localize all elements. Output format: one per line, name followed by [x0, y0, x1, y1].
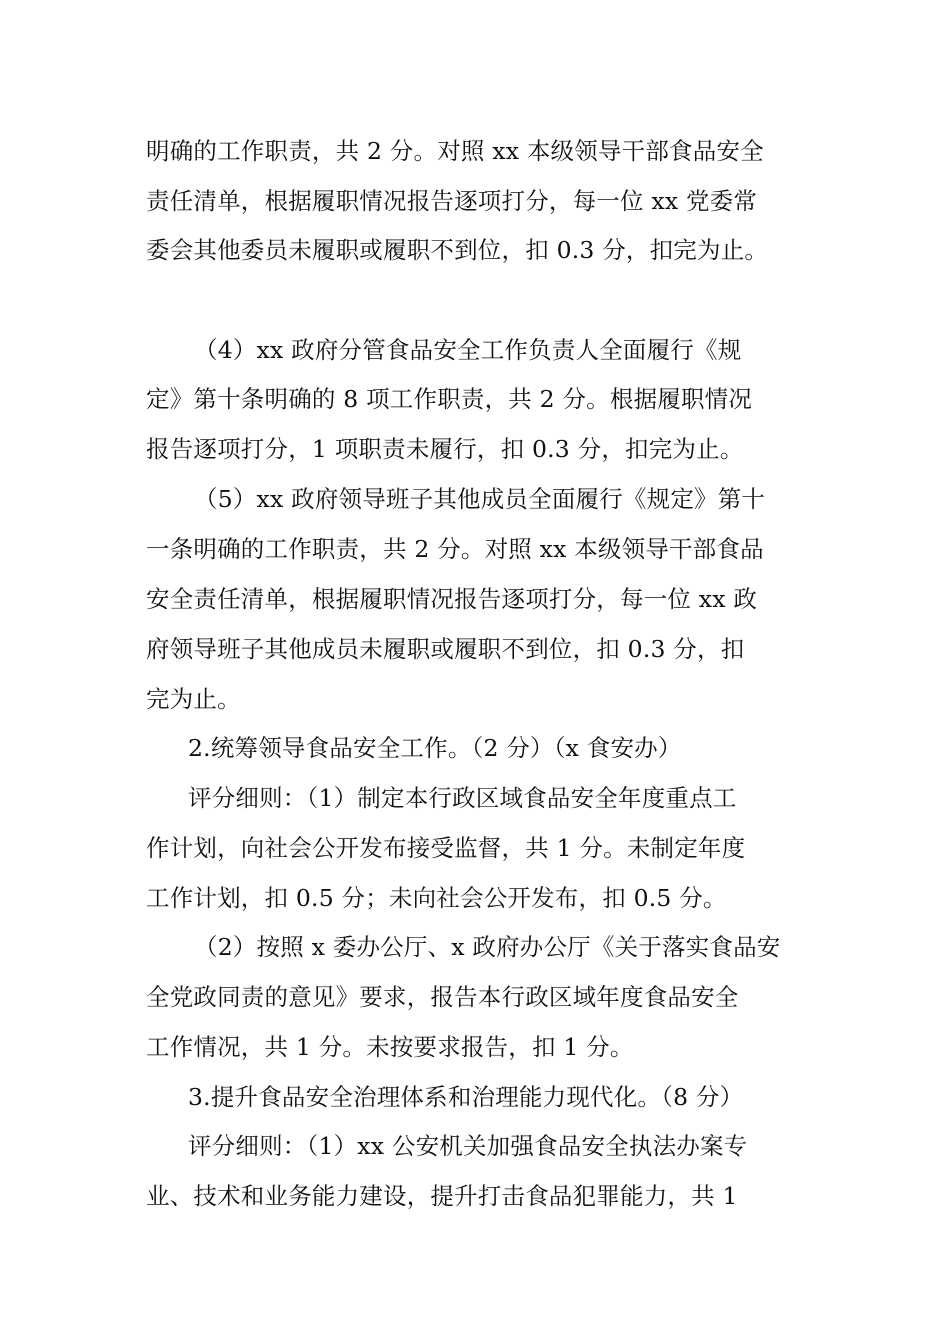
text-line-5: 定》第十条明确的 8 项工作职责，共 2 分。根据履职情况	[146, 385, 753, 413]
text-line-1: 明确的工作职责，共 2 分。对照 xx 本级领导干部食品安全	[146, 137, 764, 165]
text-line-18: 工作情况，共 1 分。未按要求报告，扣 1 分。	[146, 1033, 634, 1061]
text-line-8: 一条明确的工作职责，共 2 分。对照 xx 本级领导干部食品	[146, 535, 764, 563]
text-line-6: 报告逐项打分，1 项职责未履行，扣 0.3 分，扣完为止。	[146, 435, 744, 463]
text-line-15: 工作计划，扣 0.5 分；未向社会公开发布，扣 0.5 分。	[146, 884, 727, 912]
text-line-21: 业、技术和业务能力建设，提升打击食品犯罪能力，共 1	[146, 1182, 738, 1210]
text-line-13: 评分细则：（1）制定本行政区域食品安全年度重点工	[188, 784, 737, 812]
text-line-4: （4）xx 政府分管食品安全工作负责人全面履行《规	[194, 336, 742, 364]
section-heading-2: 2.统筹领导食品安全工作。（2 分）（x 食安办）	[188, 734, 682, 762]
section-heading-3: 3.提升食品安全治理体系和治理能力现代化。（8 分）	[188, 1083, 744, 1111]
text-line-3: 委会其他委员未履职或履职不到位，扣 0.3 分，扣完为止。	[146, 236, 769, 264]
text-line-2: 责任清单，根据履职情况报告逐项打分，每一位 xx 党委常	[146, 187, 758, 215]
text-line-10: 府领导班子其他成员未履职或履职不到位，扣 0.3 分，扣	[146, 635, 745, 663]
text-line-17: 全党政同责的意见》要求，报告本行政区域年度食品安全	[146, 983, 739, 1011]
text-line-7: （5）xx 政府领导班子其他成员全面履行《规定》第十	[194, 485, 766, 513]
text-line-14: 作计划，向社会公开发布接受监督，共 1 分。未制定年度	[146, 834, 746, 862]
text-line-16: （2）按照 x 委办公厅、x 政府办公厅《关于落实食品安	[194, 933, 781, 961]
text-line-9: 安全责任清单，根据履职情况报告逐项打分，每一位 xx 政	[146, 585, 758, 613]
text-line-11: 完为止。	[146, 685, 241, 713]
text-line-20: 评分细则：（1）xx 公安机关加强食品安全执法办案专	[188, 1132, 748, 1160]
